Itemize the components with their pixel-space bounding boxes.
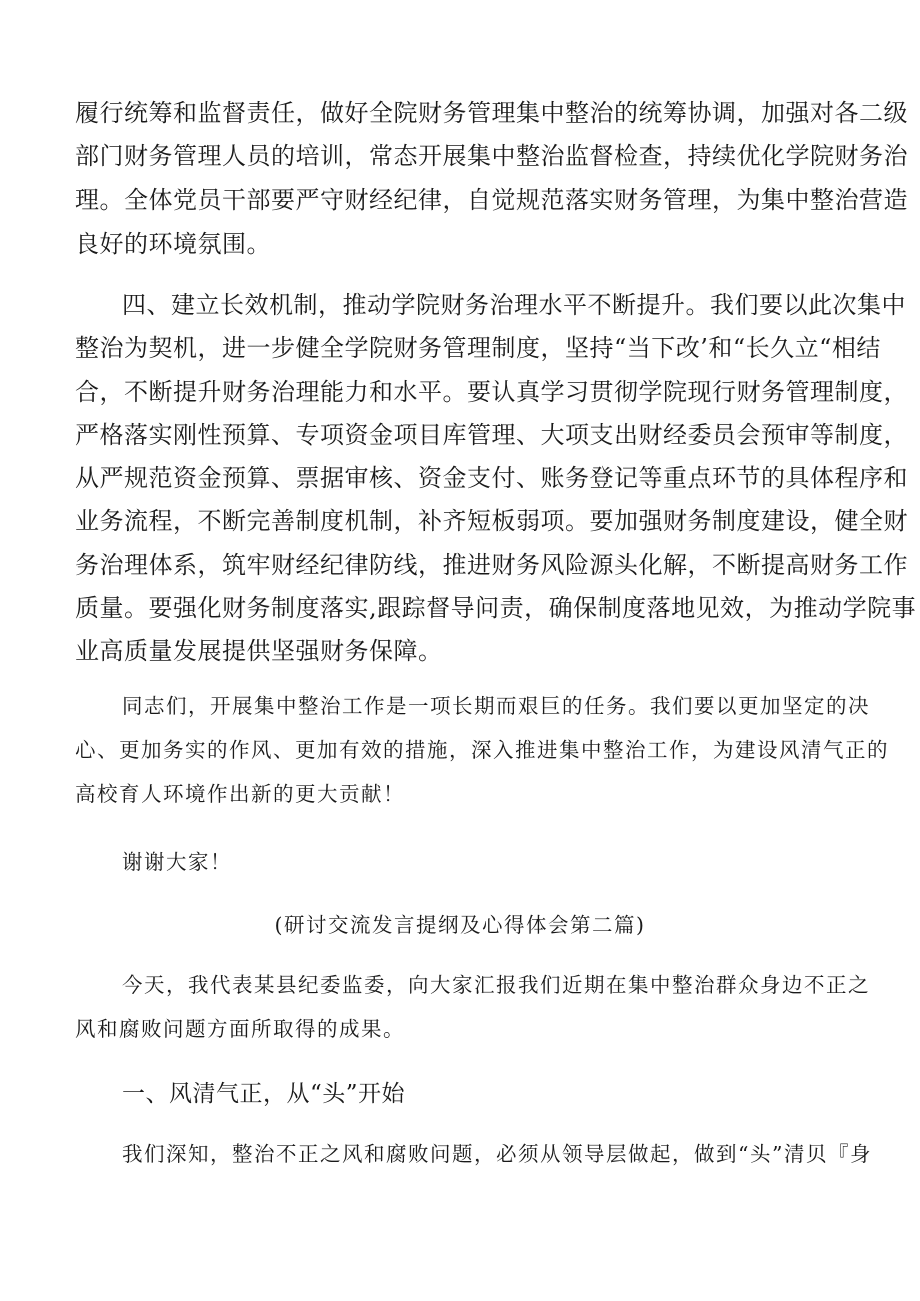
thanks-line: 谢谢大家！ [122, 850, 232, 874]
section-four-line: 整治为契机，进一步健全学院财务管理制度，坚持“当下改’和“长久立“相结 [75, 334, 881, 362]
section-four-line: 务治理体系，筑牢财经纪律防线，推进财务风险源头化解，不断提高财务工作 [75, 551, 908, 579]
intro-line: 风和腐败问题方面所取得的成果。 [75, 1017, 405, 1041]
paragraph-line: 履行统筹和监督责任，做好全院财务管理集中整治的统筹协调，加强对各二级 [75, 99, 908, 127]
section-four-line: 四、建立长效机制，推动学院财务治理水平不断提升。我们要以此次集中 [122, 291, 906, 319]
section-four-line: 业务流程，不断完善制度机制，补齐短板弱项。要加强财务制度建设，健全财 [75, 507, 908, 535]
section-four-line: 严格落实刚性预算、专项资金项目库管理、大项支出财经委员会预审等制度， [75, 421, 908, 449]
closing-line: 心、更加务实的作风、更加有效的措施，深入推进集中整治工作，为建设风清气正的 [75, 738, 889, 762]
paragraph-line: 我们深知，整治不正之风和腐败问题，必须从领导层做起，做到“头”清贝『身 [122, 1142, 872, 1166]
closing-line: 同志们，开展集中整治工作是一项长期而艰巨的任务。我们要以更加坚定的决 [122, 694, 870, 718]
section-four-line: 从严规范资金预算、票据审核、资金支付、账务登记等重点环节的具体程序和 [75, 464, 908, 492]
section-heading: 一、风清气正，从“头”开始 [122, 1081, 406, 1107]
section-four-line: 质量。要强化财务制度落实,跟踪督导问责，确保制度落地见效，为推动学院事 [75, 594, 917, 622]
second-article-title: (研讨交流发言提纲及心得体会第二篇) [274, 913, 646, 937]
intro-line: 今天，我代表某县纪委监委，向大家汇报我们近期在集中整治群众身边不正之 [122, 973, 870, 997]
paragraph-line: 理。全体党员干部要严守财经纪律，自觉规范落实财务管理，为集中整治营造 [75, 186, 908, 214]
section-four-line: 合，不断提升财务治理能力和水平。要认真学习贯彻学院现行财务管理制度， [75, 378, 908, 406]
paragraph-line: 良好的环境氛围。 [75, 230, 271, 258]
paragraph-line: 部门财务管理人员的培训，常态开展集中整治监督检查，持续优化学院财务治 [75, 142, 908, 170]
section-four-line: 业高质量发展提供坚强财务保障。 [75, 637, 443, 665]
closing-line: 高校育人环境作出新的更大贡献！ [75, 782, 405, 806]
